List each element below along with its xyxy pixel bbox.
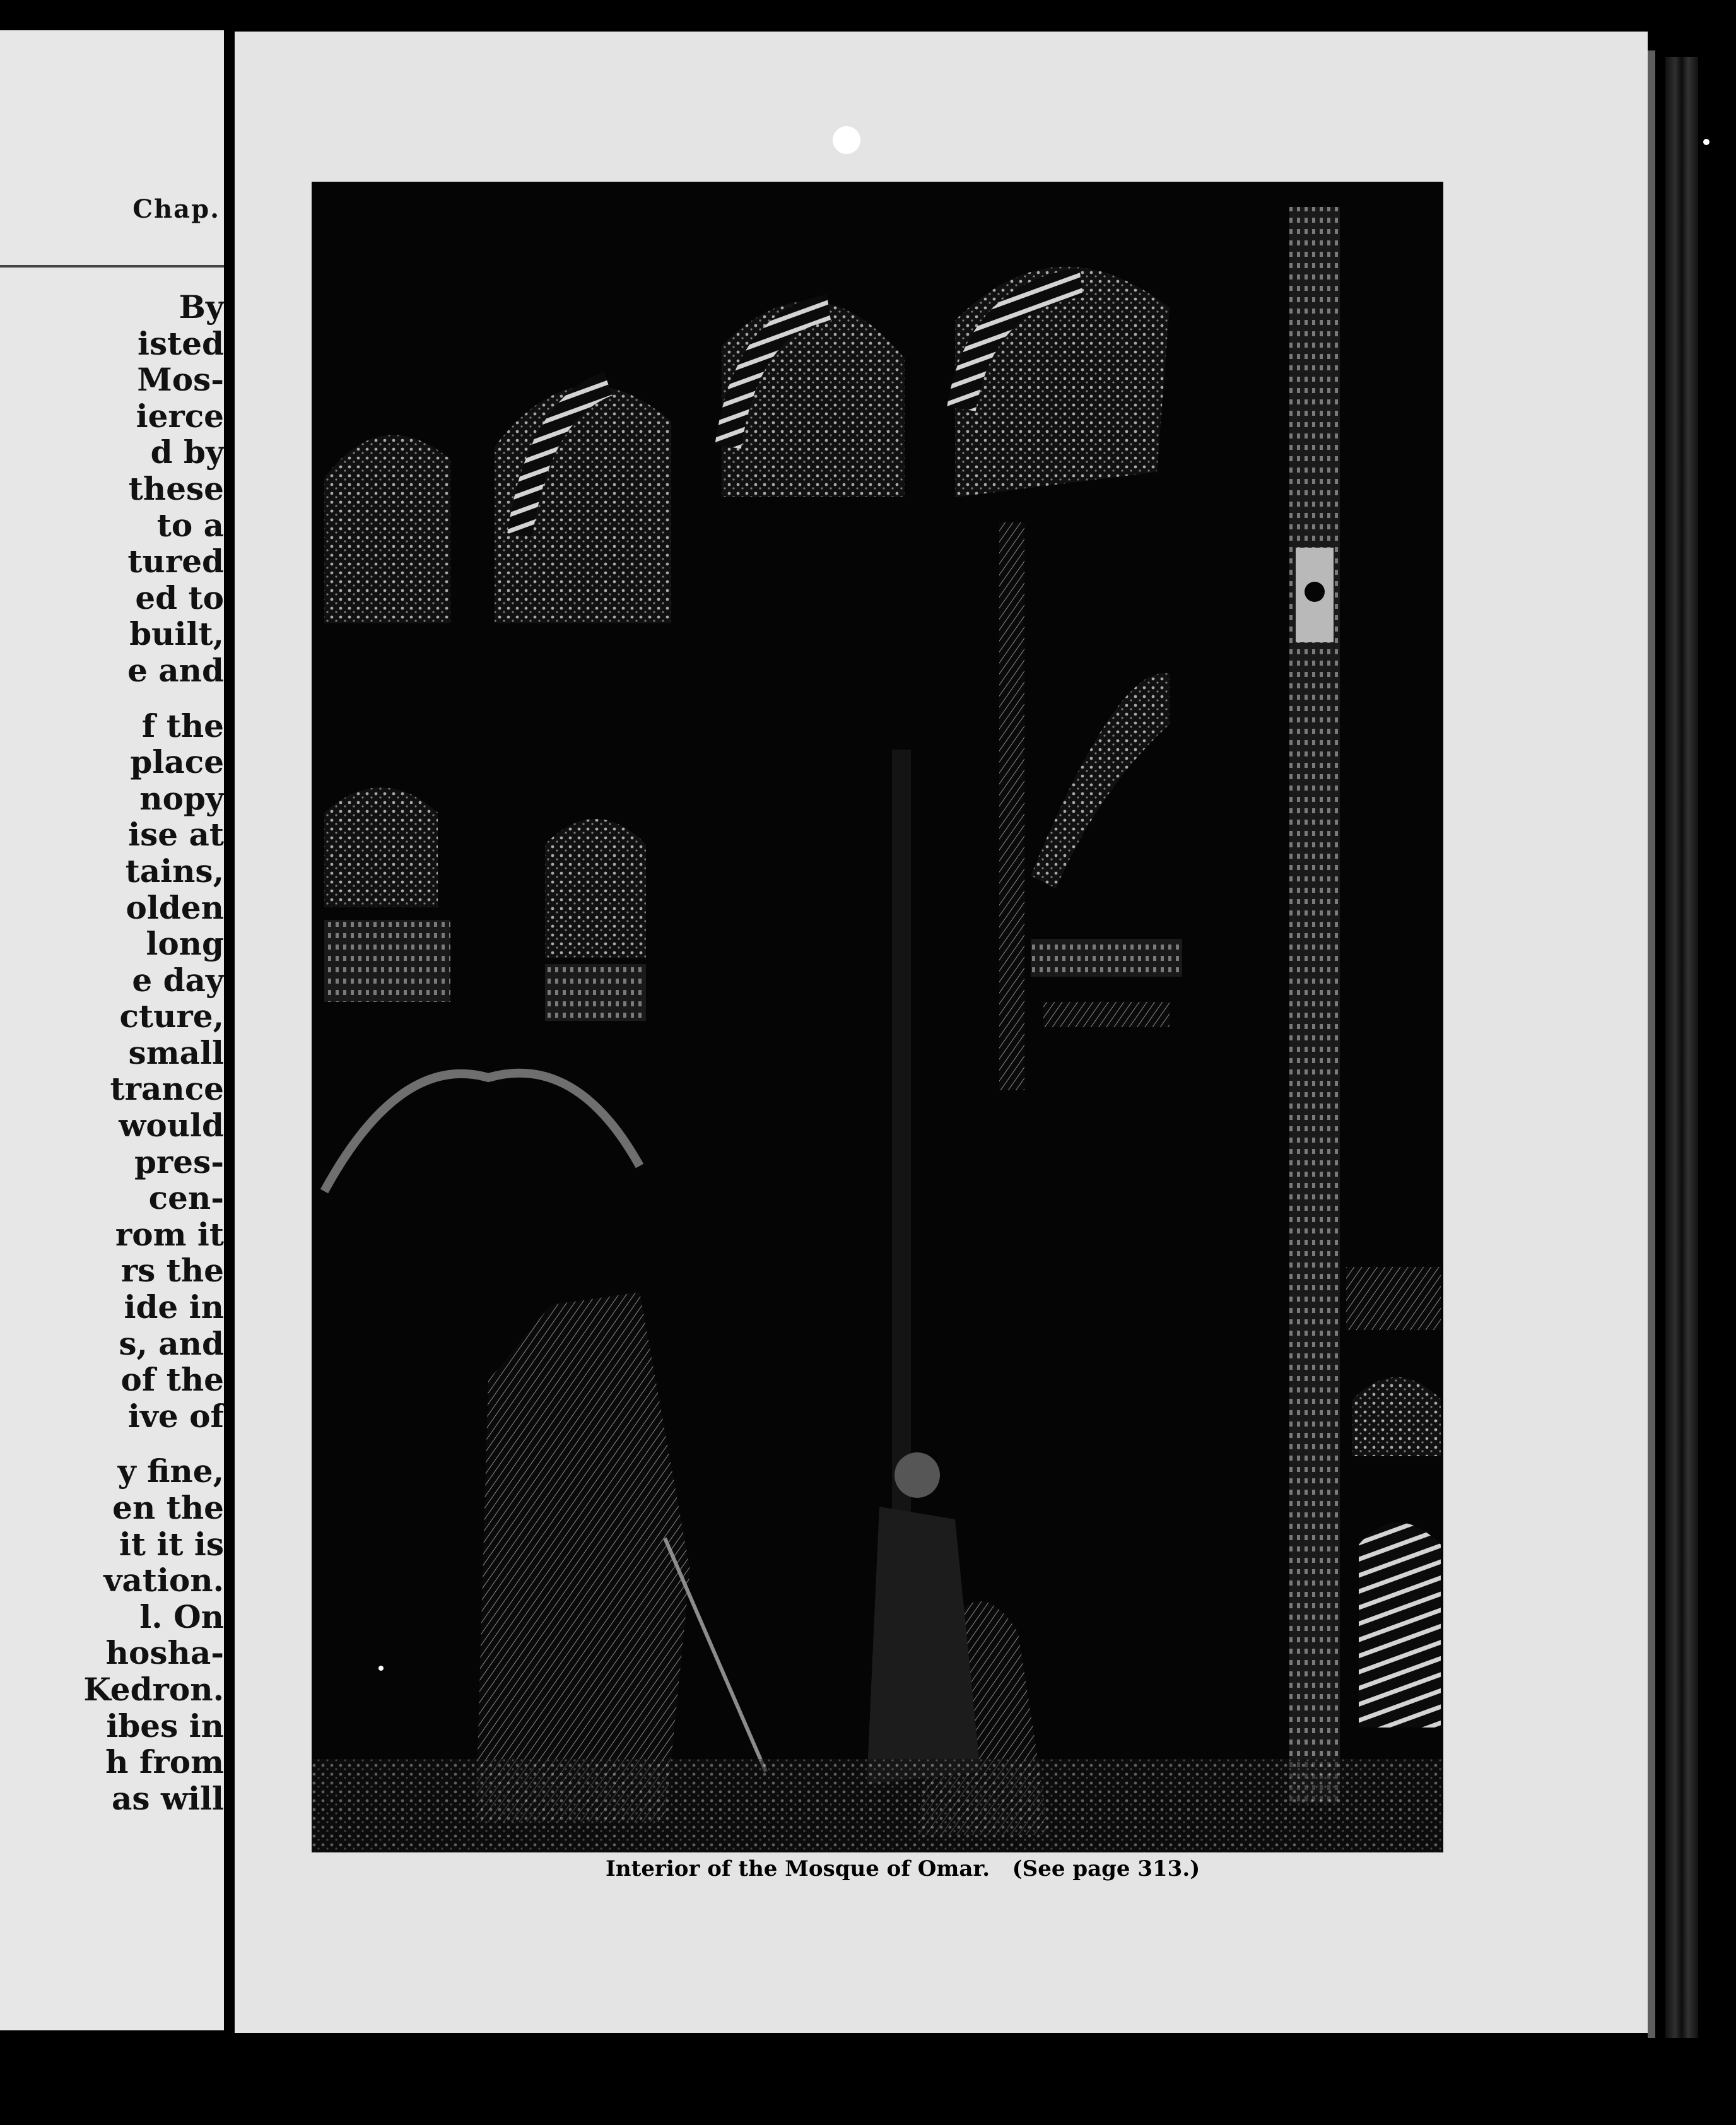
- text-line: ise at: [128, 816, 224, 854]
- text-line: cture,: [119, 998, 224, 1035]
- text-line: long: [146, 925, 224, 963]
- text-line: Kedron.: [83, 1670, 224, 1708]
- text-line: tains,: [125, 852, 224, 890]
- text-line: s, and: [119, 1324, 224, 1362]
- text-line: rs the: [120, 1252, 224, 1290]
- scan-speck: [378, 1666, 384, 1671]
- engraving-artwork: [312, 182, 1443, 1852]
- text-line: Mos-: [137, 361, 224, 399]
- plate-caption: Interior of the Mosque of Omar. (See page 313.): [606, 1856, 1200, 1881]
- left-page: [0, 30, 224, 2030]
- text-line: ibes in: [106, 1707, 224, 1745]
- text-line: y fine,: [117, 1452, 224, 1490]
- scan-speck: [1703, 139, 1710, 145]
- page-edge-shadow: [1648, 50, 1655, 2038]
- text-line: hosha-: [105, 1634, 224, 1672]
- text-line: ive of: [127, 1397, 224, 1435]
- text-line: isted: [137, 324, 224, 362]
- text-line: pres-: [134, 1143, 224, 1180]
- text-line: olden: [126, 888, 224, 926]
- text-line: ierce: [136, 397, 224, 435]
- scan-speck: [833, 126, 860, 154]
- text-line: cen-: [148, 1179, 224, 1217]
- text-line: rom it: [115, 1215, 224, 1253]
- text-line: small: [128, 1033, 224, 1071]
- engraving-mosque-interior: [312, 182, 1443, 1852]
- text-line: of the: [120, 1361, 224, 1399]
- text-line: e and: [127, 651, 224, 689]
- text-line: place: [130, 743, 224, 781]
- text-line: these: [128, 469, 224, 507]
- book-fore-edge: [1665, 57, 1698, 2038]
- text-line: h from: [105, 1743, 224, 1781]
- text-line: f the: [141, 707, 224, 745]
- left-page-text: [3, 289, 224, 1816]
- text-line: en the: [112, 1489, 224, 1526]
- text-line: built,: [129, 615, 224, 653]
- header-rule: [0, 265, 224, 268]
- text-line: vation.: [103, 1562, 224, 1599]
- text-line: nopy: [139, 779, 224, 817]
- text-line: it it is: [119, 1525, 224, 1563]
- text-line: as will: [112, 1779, 224, 1817]
- text-line: ide in: [124, 1288, 224, 1326]
- text-line: to a: [156, 506, 224, 544]
- text-line: d by: [150, 433, 224, 471]
- text-line: l. On: [139, 1598, 224, 1635]
- text-line: e day: [132, 961, 224, 999]
- text-line: tured: [127, 543, 224, 580]
- text-line: ed to: [135, 579, 224, 616]
- running-head: Chap.: [132, 194, 220, 224]
- text-line: would: [119, 1107, 224, 1145]
- text-line: trance: [110, 1070, 224, 1108]
- paragraph-gap: [3, 689, 224, 708]
- text-line: By: [179, 288, 224, 326]
- paragraph-gap: [3, 1434, 224, 1453]
